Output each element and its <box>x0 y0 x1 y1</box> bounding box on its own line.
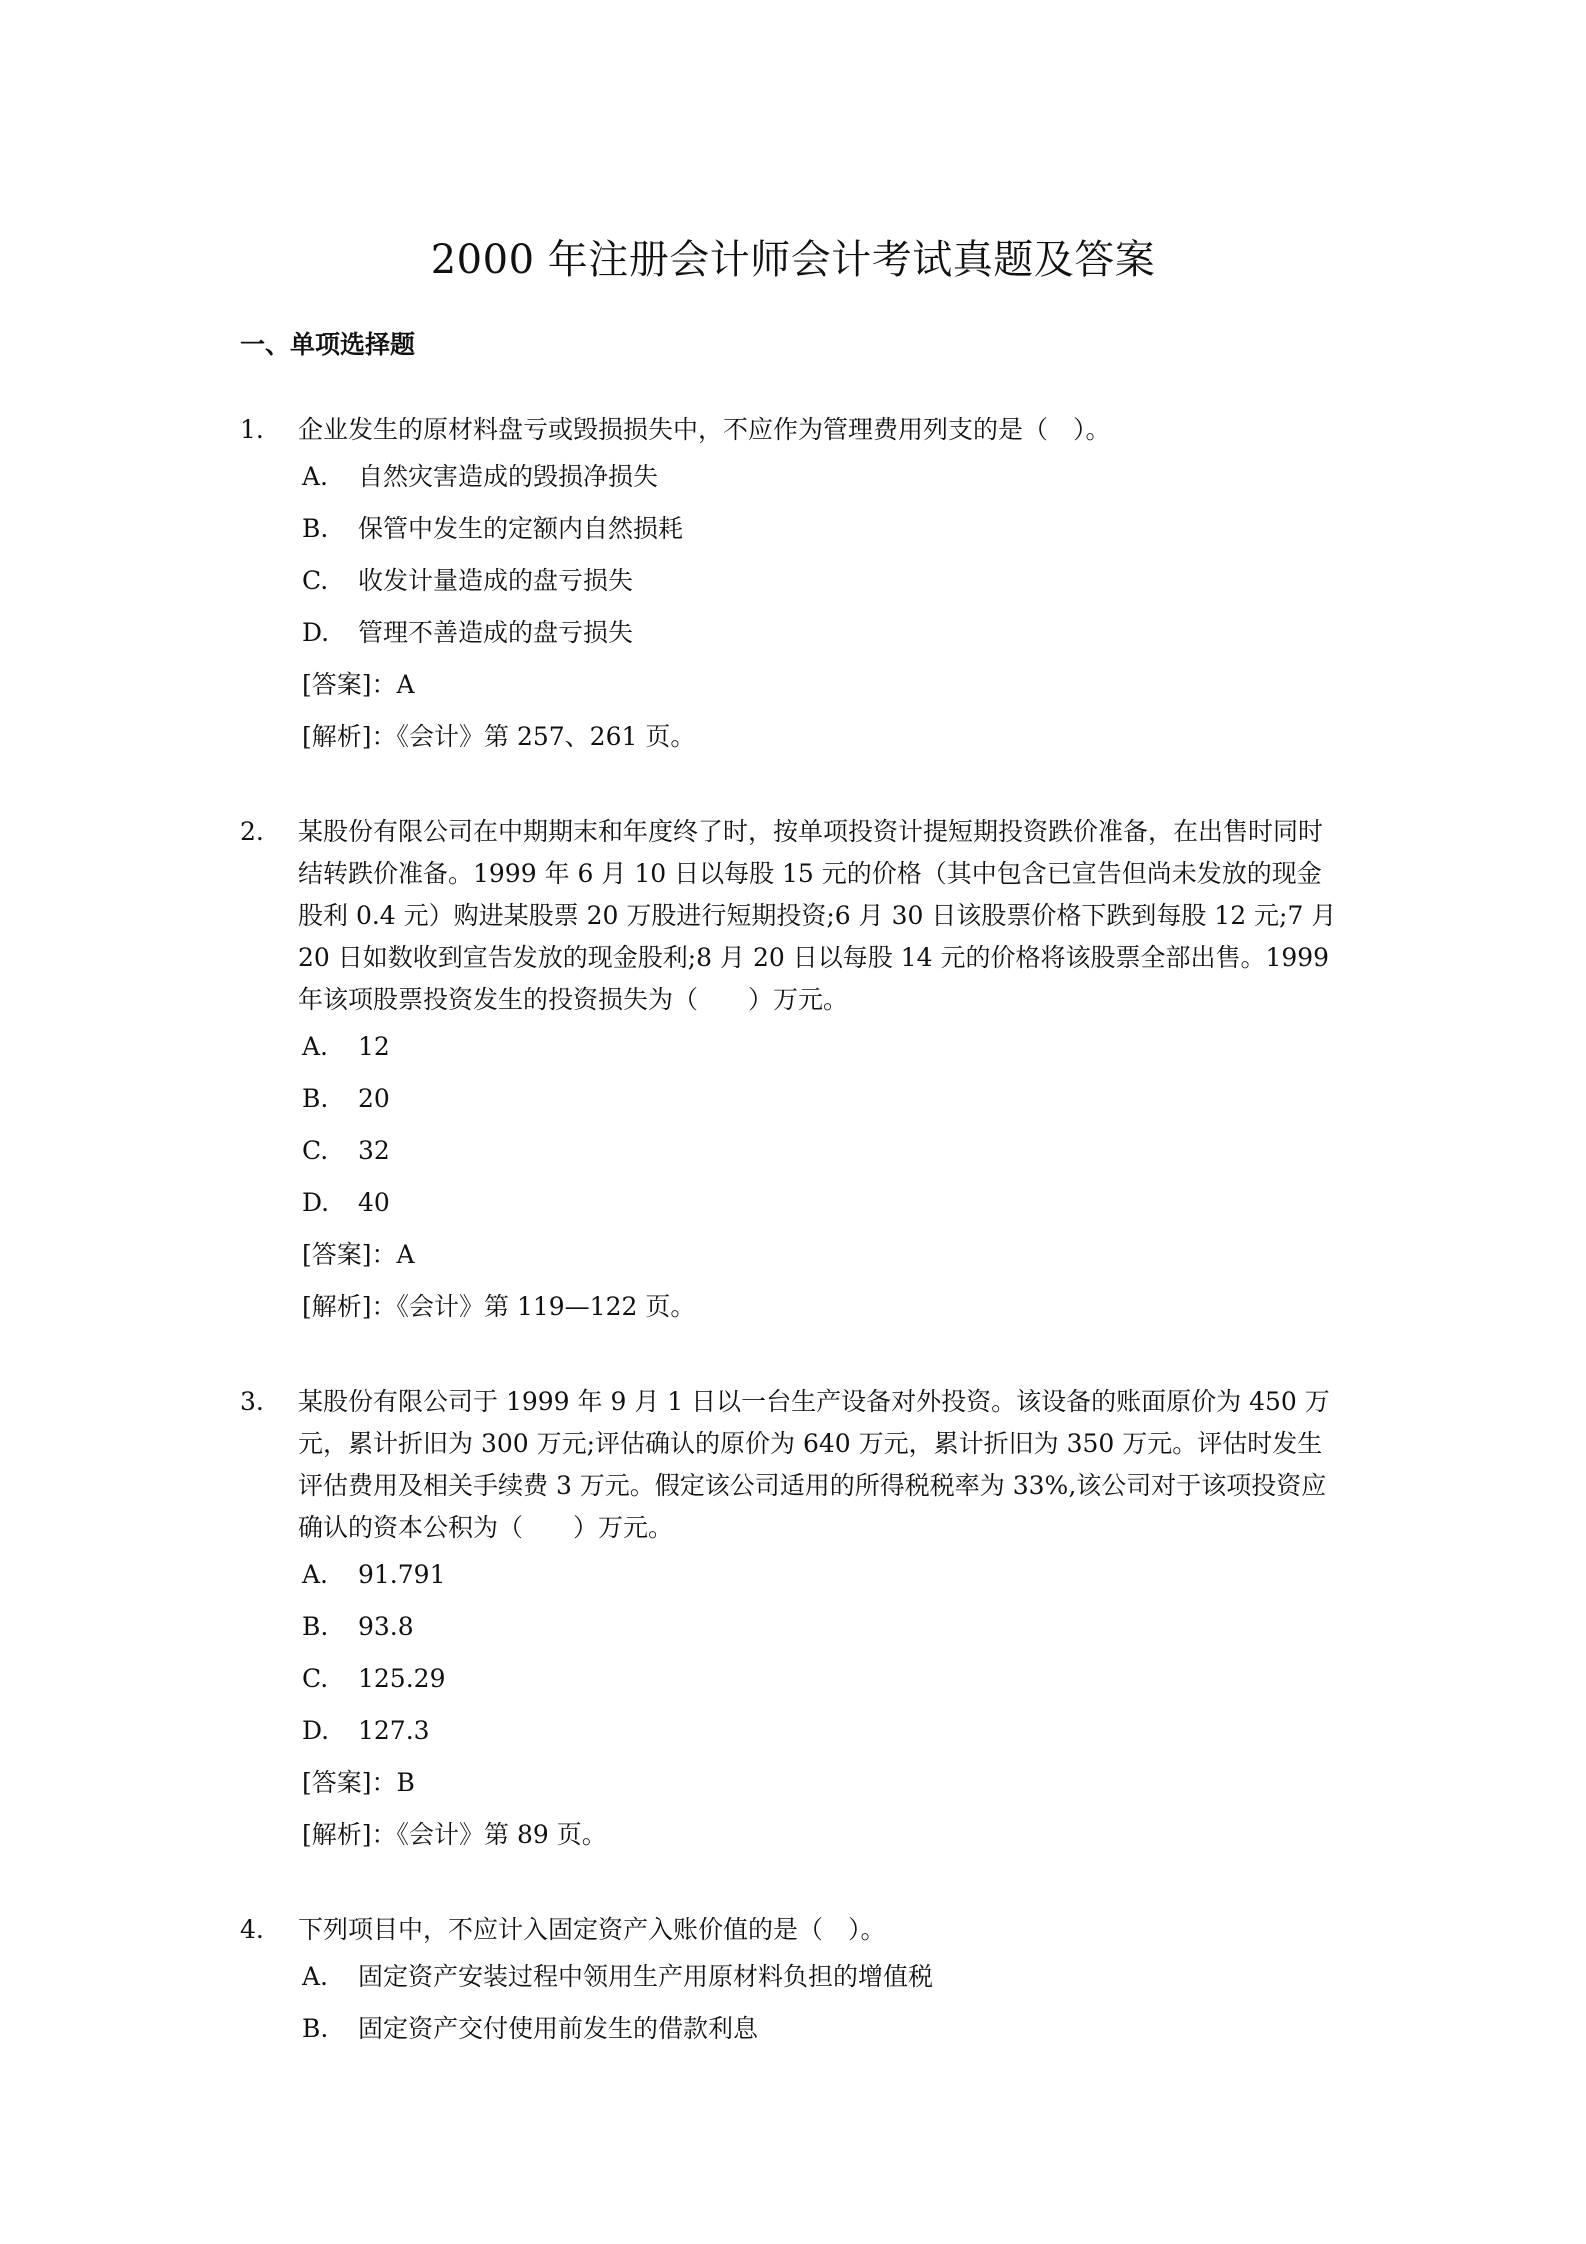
option-letter: B. <box>302 514 329 543</box>
option-text: 20 <box>358 1084 390 1113</box>
option-list <box>302 451 1346 659</box>
option-letter: A. <box>302 1032 329 1061</box>
option-d <box>302 1177 1346 1229</box>
question-4 <box>240 1909 1346 2055</box>
option-d <box>302 607 1346 659</box>
option-letter: C. <box>302 1136 329 1165</box>
option-letter: A. <box>302 462 329 491</box>
question-stem <box>240 1381 1346 1549</box>
option-text: 自然灾害造成的毁损净损失 <box>358 462 659 491</box>
question-text: 某股份有限公司在中期期末和年度终了时，按单项投资计提短期投资跌价准备，在出售时同时结转跌价准备。1999 年 6 月 10 日以每股 15 元的价格（其中包含已宣告但尚未发放的现金股利 0.4 元）购进某股票 20 万股进行短期投资;6 月 30 日该股票价格下跌到每股 12 元;7 月 20 日如数收到宣告发放的现金股利;8 月 20 日以每股 14 元的价格将该股票全部出售。1999 年该项股票投资发生的投资损失为（ ）万元。 <box>298 817 1337 1014</box>
option-b <box>302 1601 1346 1653</box>
option-letter: B. <box>302 2014 329 2043</box>
option-text: 32 <box>358 1136 390 1165</box>
option-text: 收发计量造成的盘亏损失 <box>358 566 634 595</box>
question-number: 1. <box>240 415 264 444</box>
option-letter: D. <box>302 1716 330 1745</box>
option-text: 固定资产交付使用前发生的借款利息 <box>358 2014 759 2043</box>
option-text: 40 <box>358 1188 390 1217</box>
option-b <box>302 2003 1346 2055</box>
option-letter: A. <box>302 1962 329 1991</box>
option-letter: C. <box>302 1664 329 1693</box>
question-3 <box>240 1381 1346 1861</box>
analysis-line: [解析]：《会计》第 89 页。 <box>302 1820 607 1849</box>
option-list <box>302 1021 1346 1229</box>
analysis-line: [解析]：《会计》第 257、261 页。 <box>302 722 696 751</box>
option-text: 93.8 <box>358 1612 414 1641</box>
option-text: 127.3 <box>358 1716 430 1745</box>
question-2 <box>240 811 1346 1333</box>
question-stem <box>240 811 1346 1021</box>
answer-line: [答案]：B <box>302 1768 415 1797</box>
option-letter: D. <box>302 618 330 647</box>
option-c <box>302 555 1346 607</box>
option-b <box>302 503 1346 555</box>
option-letter: B. <box>302 1084 329 1113</box>
option-c <box>302 1653 1346 1705</box>
option-a <box>302 1549 1346 1601</box>
option-a <box>302 451 1346 503</box>
answer-line: [答案]：A <box>302 670 415 699</box>
question-1 <box>240 409 1346 763</box>
option-letter: C. <box>302 566 329 595</box>
option-list <box>302 1951 1346 2055</box>
option-text: 保管中发生的定额内自然损耗 <box>358 514 684 543</box>
question-text: 下列项目中，不应计入固定资产入账价值的是（ ）。 <box>298 1915 886 1944</box>
question-stem <box>240 1909 1346 1951</box>
option-c <box>302 1125 1346 1177</box>
option-a <box>302 1951 1346 2003</box>
question-text: 某股份有限公司于 1999 年 9 月 1 日以一台生产设备对外投资。该设备的账面原价为 450 万元，累计折旧为 300 万元;评估确认的原价为 640 万元，累计折旧为 350 万元。评估时发生评估费用及相关手续费 3 万元。假定该公司适用的所得税税率为 33%,该公司对于该项投资应确认的资本公积为（ ）万元。 <box>298 1387 1330 1542</box>
option-text: 管理不善造成的盘亏损失 <box>358 618 634 647</box>
option-text: 91.791 <box>358 1560 446 1589</box>
option-d <box>302 1705 1346 1757</box>
question-number: 4. <box>240 1915 264 1944</box>
option-text: 125.29 <box>358 1664 446 1693</box>
question-number: 2. <box>240 817 264 846</box>
answer-line: [答案]：A <box>302 1240 415 1269</box>
option-letter: D. <box>302 1188 330 1217</box>
option-letter: A. <box>302 1560 329 1589</box>
document-title: 2000 年注册会计师会计考试真题及答案 <box>430 237 1156 283</box>
option-text: 固定资产安装过程中领用生产用原材料负担的增值税 <box>358 1962 934 1991</box>
question-stem <box>240 409 1346 451</box>
question-text: 企业发生的原材料盘亏或毁损损失中，不应作为管理费用列支的是（ ）。 <box>298 415 1111 444</box>
section-heading: 一、单项选择题 <box>240 330 416 359</box>
question-number: 3. <box>240 1387 264 1416</box>
option-list <box>302 1549 1346 1757</box>
option-a <box>302 1021 1346 1073</box>
analysis-line: [解析]：《会计》第 119—122 页。 <box>302 1292 696 1321</box>
option-b <box>302 1073 1346 1125</box>
option-text: 12 <box>358 1032 390 1061</box>
option-letter: B. <box>302 1612 329 1641</box>
